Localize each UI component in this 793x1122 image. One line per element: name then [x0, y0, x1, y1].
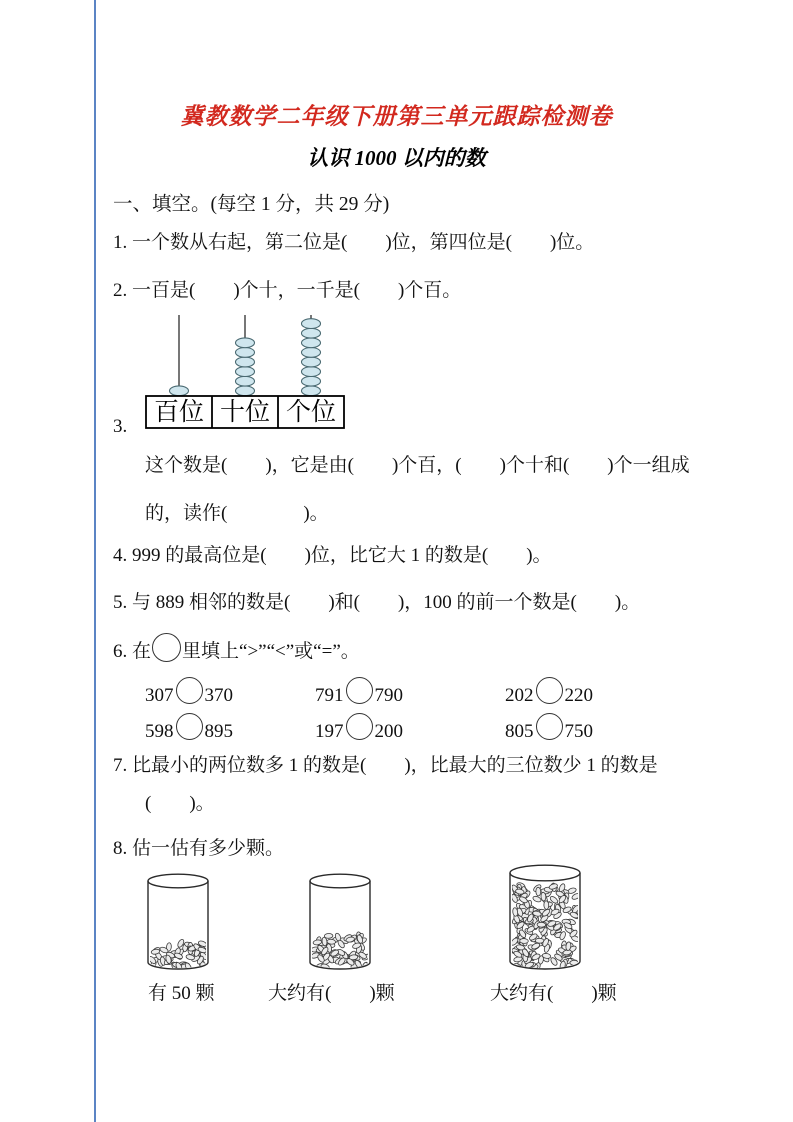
question-7-line2: ( )。 — [145, 793, 215, 814]
comparison-circle — [346, 677, 373, 704]
comparison-circle — [176, 713, 203, 740]
abacus-figure — [145, 312, 345, 430]
question-2: 2. 一百是( )个十，一千是( )个百。 — [113, 280, 462, 301]
comparison-item — [315, 713, 403, 744]
comparison-circle — [346, 713, 373, 740]
comparison-left: 197 — [315, 721, 344, 742]
comparison-circle — [176, 677, 203, 704]
question-6 — [113, 633, 360, 664]
question-7-line1: 7. 比最小的两位数多 1 的数是( )，比最大的三位数少 1 的数是 — [113, 755, 658, 776]
section-heading: 一、填空。(每空 1 分，共 29 分) — [113, 194, 390, 215]
comparison-right: 370 — [204, 685, 233, 706]
comparison-item — [315, 677, 403, 708]
comparison-circle — [536, 677, 563, 704]
jar-label: 大约有( )颗 — [490, 983, 617, 1004]
comparison-right: 220 — [564, 685, 593, 706]
jar-figure — [306, 872, 374, 972]
comparison-left: 805 — [505, 721, 534, 742]
comparison-item — [145, 677, 233, 708]
comparison-left: 307 — [145, 685, 174, 706]
svg-text:十位: 十位 — [219, 399, 271, 426]
question-5: 5. 与 889 相邻的数是( )和( )，100 的前一个数是( )。 — [113, 592, 641, 613]
comparison-circle — [152, 633, 181, 662]
question-3-line2: 的，读作( )。 — [145, 503, 329, 524]
page-title: 冀教数学二年级下册第三单元跟踪检测卷 — [180, 104, 613, 129]
svg-text:百位: 百位 — [153, 399, 205, 426]
question-3-number: 3. — [113, 416, 128, 437]
comparison-circle — [536, 713, 563, 740]
comparison-right: 895 — [204, 721, 233, 742]
question-4: 4. 999 的最高位是( )位，比它大 1 的数是( )。 — [113, 545, 552, 566]
page-subtitle: 认识 1000 以内的数 — [307, 146, 486, 170]
comparison-left: 202 — [505, 685, 534, 706]
comparison-item — [505, 677, 593, 708]
comparison-right: 200 — [374, 721, 403, 742]
comparison-left: 791 — [315, 685, 344, 706]
jar-figure — [144, 872, 212, 972]
comparison-left: 598 — [145, 721, 174, 742]
comparison-right: 790 — [374, 685, 403, 706]
comparison-item — [145, 713, 233, 744]
question-6-prefix: 6. 在 — [113, 641, 152, 662]
question-8: 8. 估一估有多少颗。 — [113, 838, 285, 859]
question-1: 1. 一个数从右起，第二位是( )位，第四位是( )位。 — [113, 232, 595, 253]
question-3-line1: 这个数是( )，它是由( )个百，( )个十和( )个一组成 — [145, 455, 690, 476]
jar-label: 大约有( )颗 — [268, 983, 395, 1004]
comparison-right: 750 — [564, 721, 593, 742]
jar-figure — [506, 864, 584, 972]
question-6-suffix: 里填上“>”“<”或“=”。 — [182, 641, 360, 662]
jar-label: 有 50 颗 — [148, 983, 215, 1004]
comparison-item — [505, 713, 593, 744]
svg-text:个位: 个位 — [285, 399, 337, 426]
